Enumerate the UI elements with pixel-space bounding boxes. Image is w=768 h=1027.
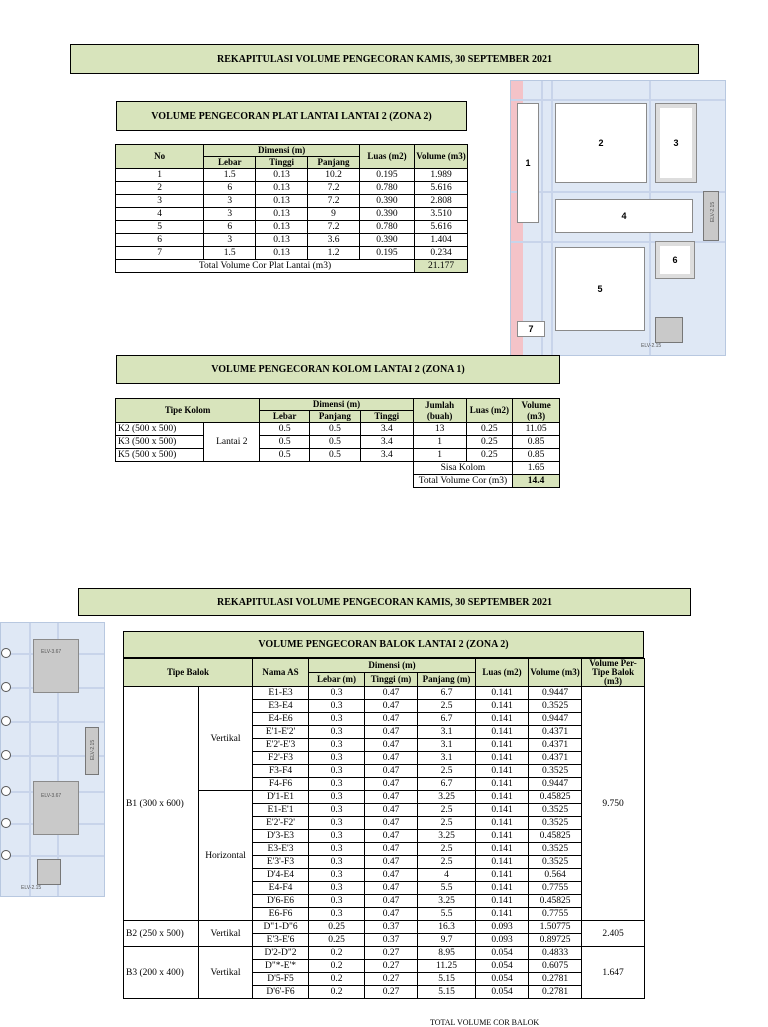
plat-tinggi: 0.13 <box>256 169 308 182</box>
plat-lebar: 1.5 <box>204 247 256 260</box>
table-row <box>116 260 468 273</box>
balok-nama: E'2'-E'3 <box>253 739 309 752</box>
balok-panjang: 2.5 <box>418 856 476 869</box>
balok-tinggi: 0.47 <box>365 752 418 765</box>
balok-arah: Horizontal <box>199 791 253 921</box>
balok-nama: E4-E6 <box>253 713 309 726</box>
plat-volume: 0.234 <box>415 247 468 260</box>
col-tipe-balok: Tipe Balok <box>124 659 253 687</box>
col-dimensi-balok: Dimensi (m) <box>309 659 476 673</box>
balok-nama: D'4-E4 <box>253 869 309 882</box>
balok-lebar: 0.3 <box>309 856 365 869</box>
col-luas-kolom: Luas (m2) <box>466 399 513 423</box>
plat-luas: 0.390 <box>359 234 414 247</box>
plat-table <box>115 144 468 273</box>
table-row <box>116 449 560 462</box>
table-row <box>124 791 645 804</box>
balok-luas: 0.141 <box>476 882 529 895</box>
plat-volume: 3.510 <box>415 208 468 221</box>
balok-panjang: 5.5 <box>418 908 476 921</box>
plat-tinggi: 0.13 <box>256 221 308 234</box>
table-row <box>124 687 645 700</box>
plat-no: 6 <box>116 234 204 247</box>
kolom-luas: 0.25 <box>466 423 513 436</box>
plat-tinggi: 0.13 <box>256 195 308 208</box>
balok-panjang: 2.5 <box>418 843 476 856</box>
balok-volume: 0.3525 <box>529 765 582 778</box>
balok-panjang: 5.5 <box>418 882 476 895</box>
plan-room-3: 3 <box>655 103 697 183</box>
table-row <box>116 208 468 221</box>
kolom-total-value: 14.4 <box>513 475 560 488</box>
kolom-panjang: 0.5 <box>310 449 361 462</box>
plat-volume: 1.404 <box>415 234 468 247</box>
balok-nama: E'1-E'2' <box>253 726 309 739</box>
balok-lebar: 0.2 <box>309 973 365 986</box>
balok-panjang: 6.7 <box>418 713 476 726</box>
balok-luas: 0.141 <box>476 687 529 700</box>
kolom-jumlah: 1 <box>413 449 466 462</box>
balok-nama: E1-E'1 <box>253 804 309 817</box>
kolom-tipe: K2 (500 x 500) <box>116 423 204 436</box>
balok-tinggi: 0.47 <box>365 869 418 882</box>
balok-panjang: 3.25 <box>418 830 476 843</box>
balok-panjang: 5.15 <box>418 973 476 986</box>
plat-panjang: 10.2 <box>308 169 360 182</box>
balok-luas: 0.141 <box>476 778 529 791</box>
table-row <box>116 423 560 436</box>
kolom-tinggi: 3.4 <box>360 423 413 436</box>
balok-lebar: 0.3 <box>309 830 365 843</box>
plat-no: 3 <box>116 195 204 208</box>
balok-arah: Vertikal <box>199 687 253 791</box>
balok-lebar: 0.3 <box>309 817 365 830</box>
balok-panjang: 6.7 <box>418 687 476 700</box>
col-nama-as: Nama AS <box>253 659 309 687</box>
balok-lebar: 0.3 <box>309 778 365 791</box>
balok-nama: E'3'-F3 <box>253 856 309 869</box>
plat-panjang: 9 <box>308 208 360 221</box>
balok-panjang: 2.5 <box>418 765 476 778</box>
plan2-lift-2 <box>33 781 79 835</box>
balok-tinggi: 0.47 <box>365 791 418 804</box>
balok-luas: 0.093 <box>476 921 529 934</box>
kolom-volume: 0.85 <box>513 436 560 449</box>
plat-lebar: 3 <box>204 195 256 208</box>
plan-elv-label: ELV-2.15 <box>710 201 717 223</box>
balok-luas: 0.093 <box>476 934 529 947</box>
kolom-lebar: 0.5 <box>260 449 310 462</box>
balok-panjang: 16.3 <box>418 921 476 934</box>
plat-tinggi: 0.13 <box>256 208 308 221</box>
balok-lebar: 0.3 <box>309 843 365 856</box>
plat-luas: 0.390 <box>359 208 414 221</box>
col-luas: Luas (m2) <box>359 145 414 169</box>
col-lebar-balok: Lebar (m) <box>309 673 365 687</box>
balok-lebar: 0.25 <box>309 934 365 947</box>
kolom-lantai: Lantai 2 <box>204 423 260 462</box>
balok-volume: 0.7755 <box>529 882 582 895</box>
balok-lebar: 0.3 <box>309 908 365 921</box>
balok-nama: E4-F4 <box>253 882 309 895</box>
balok-volume: 0.9447 <box>529 778 582 791</box>
balok-volume: 0.45825 <box>529 791 582 804</box>
plat-lebar: 3 <box>204 234 256 247</box>
col-panjang: Panjang <box>308 157 360 169</box>
balok-lebar: 0.3 <box>309 739 365 752</box>
balok-panjang: 3.25 <box>418 895 476 908</box>
balok-tinggi: 0.47 <box>365 778 418 791</box>
balok-volume: 0.4371 <box>529 726 582 739</box>
kolom-luas: 0.25 <box>466 449 513 462</box>
balok-nama: E3-E4 <box>253 700 309 713</box>
balok-nama: D'6-E6 <box>253 895 309 908</box>
balok-luas: 0.141 <box>476 700 529 713</box>
balok-volume: 0.3525 <box>529 856 582 869</box>
balok-tinggi: 0.47 <box>365 830 418 843</box>
col-jumlah: Jumlah (buah) <box>413 399 466 423</box>
table-row <box>116 475 560 488</box>
balok-nama: D"*-E'* <box>253 960 309 973</box>
table-row <box>116 195 468 208</box>
balok-volume: 0.89725 <box>529 934 582 947</box>
plat-volume: 1.989 <box>415 169 468 182</box>
balok-luas: 0.141 <box>476 739 529 752</box>
plat-no: 4 <box>116 208 204 221</box>
plat-no: 5 <box>116 221 204 234</box>
plan-room-2: 2 <box>555 103 647 183</box>
balok-luas: 0.141 <box>476 765 529 778</box>
balok-volume: 0.6075 <box>529 960 582 973</box>
kolom-volume: 11.05 <box>513 423 560 436</box>
balok-tinggi: 0.27 <box>365 960 418 973</box>
balok-luas: 0.141 <box>476 843 529 856</box>
balok-nama: E3-E'3 <box>253 843 309 856</box>
kolom-luas: 0.25 <box>466 436 513 449</box>
plat-panjang: 3.6 <box>308 234 360 247</box>
balok-nama: E'2'-F2' <box>253 817 309 830</box>
balok-panjang: 9.7 <box>418 934 476 947</box>
balok-lebar: 0.3 <box>309 895 365 908</box>
balok-panjang: 2.5 <box>418 700 476 713</box>
balok-lebar: 0.2 <box>309 947 365 960</box>
table-row <box>124 921 645 934</box>
balok-nama: D'1-E1 <box>253 791 309 804</box>
balok-tinggi: 0.47 <box>365 739 418 752</box>
balok-bottom-cut-label: TOTAL VOLUME COR BALOK <box>430 1018 540 1027</box>
table-row <box>116 182 468 195</box>
balok-luas: 0.054 <box>476 973 529 986</box>
plan-room-1: 1 <box>517 103 539 223</box>
plan2-label-2: ELV-3.67 <box>41 793 62 799</box>
balok-tinggi: 0.47 <box>365 817 418 830</box>
balok-arah: Vertikal <box>199 947 253 999</box>
plat-tinggi: 0.13 <box>256 234 308 247</box>
balok-nama: D'6'-F6 <box>253 986 309 999</box>
balok-panjang: 3.25 <box>418 791 476 804</box>
table-row <box>124 947 645 960</box>
plan2-lift-1 <box>33 639 79 693</box>
plan-bottom-label: ELV-2.15 <box>641 343 662 349</box>
balok-volume: 0.3525 <box>529 843 582 856</box>
balok-luas: 0.141 <box>476 908 529 921</box>
balok-volume: 0.3525 <box>529 700 582 713</box>
table-row <box>116 247 468 260</box>
balok-tinggi: 0.37 <box>365 921 418 934</box>
balok-tinggi: 0.47 <box>365 843 418 856</box>
balok-lebar: 0.3 <box>309 882 365 895</box>
kolom-tinggi: 3.4 <box>360 449 413 462</box>
plat-panjang: 1.2 <box>308 247 360 260</box>
balok-luas: 0.141 <box>476 817 529 830</box>
balok-tinggi: 0.47 <box>365 726 418 739</box>
balok-nama: D'2-D"2 <box>253 947 309 960</box>
balok-panjang: 4 <box>418 869 476 882</box>
plan-room-6: 6 <box>655 241 695 279</box>
balok-volume: 0.3525 <box>529 817 582 830</box>
col-volume-balok: Volume (m3) <box>529 659 582 687</box>
plat-total-value: 21.177 <box>415 260 468 273</box>
balok-lebar: 0.25 <box>309 921 365 934</box>
balok-volume: 0.4833 <box>529 947 582 960</box>
balok-lebar: 0.2 <box>309 986 365 999</box>
balok-luas: 0.141 <box>476 895 529 908</box>
balok-luas: 0.054 <box>476 986 529 999</box>
table-row <box>116 221 468 234</box>
balok-nama: F2'-F3 <box>253 752 309 765</box>
balok-tinggi: 0.47 <box>365 882 418 895</box>
plan-bottom-block <box>655 317 683 343</box>
balok-volume: 0.564 <box>529 869 582 882</box>
balok-luas: 0.141 <box>476 856 529 869</box>
col-panjang-kolom: Panjang <box>310 411 361 423</box>
balok-tinggi: 0.47 <box>365 713 418 726</box>
balok-lebar: 0.3 <box>309 700 365 713</box>
plat-panjang: 7.2 <box>308 182 360 195</box>
col-volume-per-tipe: Volume Per-Tipe Balok (m3) <box>582 659 645 687</box>
kolom-lebar: 0.5 <box>260 423 310 436</box>
balok-panjang: 3.1 <box>418 739 476 752</box>
balok-lebar: 0.2 <box>309 960 365 973</box>
kolom-total-label: Total Volume Cor (m3) <box>413 475 513 488</box>
balok-volume: 0.2781 <box>529 986 582 999</box>
col-no: No <box>116 145 204 169</box>
balok-volume: 0.45825 <box>529 830 582 843</box>
balok-tinggi: 0.47 <box>365 700 418 713</box>
balok-tinggi: 0.47 <box>365 687 418 700</box>
plan2-label-4: ELV-2.15 <box>21 885 42 891</box>
kolom-title: VOLUME PENGECORAN KOLOM LANTAI 2 (ZONA 1) <box>116 355 560 384</box>
balok-luas: 0.141 <box>476 713 529 726</box>
balok-luas: 0.141 <box>476 869 529 882</box>
kolom-volume: 0.85 <box>513 449 560 462</box>
recap-header-1: REKAPITULASI VOLUME PENGECORAN KAMIS, 30 SEPTEMBER 2021 <box>70 44 699 74</box>
balok-luas: 0.141 <box>476 804 529 817</box>
floor-plan-zona-2 <box>510 80 726 356</box>
balok-nama: D'3-E3 <box>253 830 309 843</box>
balok-tinggi: 0.47 <box>365 856 418 869</box>
balok-tinggi: 0.27 <box>365 973 418 986</box>
balok-tinggi: 0.37 <box>365 934 418 947</box>
plat-total-label: Total Volume Cor Plat Lantai (m3) <box>116 260 415 273</box>
plat-title: VOLUME PENGECORAN PLAT LANTAI LANTAI 2 (ZONA 2) <box>116 101 467 131</box>
plat-panjang: 7.2 <box>308 195 360 208</box>
balok-nama: E'3-E'6 <box>253 934 309 947</box>
balok-panjang: 2.5 <box>418 804 476 817</box>
balok-tinggi: 0.47 <box>365 804 418 817</box>
kolom-table <box>115 398 560 488</box>
col-dimensi: Dimensi (m) <box>204 145 360 157</box>
kolom-jumlah: 13 <box>413 423 466 436</box>
balok-per-tipe: 1.647 <box>582 947 645 999</box>
balok-tinggi: 0.47 <box>365 765 418 778</box>
balok-lebar: 0.3 <box>309 713 365 726</box>
balok-panjang: 11.25 <box>418 960 476 973</box>
plat-luas: 0.195 <box>359 247 414 260</box>
balok-volume: 0.4371 <box>529 752 582 765</box>
kolom-panjang: 0.5 <box>310 436 361 449</box>
kolom-panjang: 0.5 <box>310 423 361 436</box>
balok-nama: F3-F4 <box>253 765 309 778</box>
balok-arah: Vertikal <box>199 921 253 947</box>
balok-per-tipe: 2.405 <box>582 921 645 947</box>
plat-no: 7 <box>116 247 204 260</box>
plan-room-5: 5 <box>555 247 645 331</box>
balok-nama: E6-F6 <box>253 908 309 921</box>
balok-luas: 0.141 <box>476 752 529 765</box>
balok-per-tipe: 9.750 <box>582 687 645 921</box>
kolom-tinggi: 3.4 <box>360 436 413 449</box>
col-dimensi-kolom: Dimensi (m) <box>260 399 413 411</box>
plan2-bottom-block <box>37 859 61 885</box>
balok-tipe: B3 (200 x 400) <box>124 947 199 999</box>
plat-lebar: 6 <box>204 221 256 234</box>
kolom-tipe: K3 (500 x 500) <box>116 436 204 449</box>
kolom-sisa-value: 1.65 <box>513 462 560 475</box>
kolom-lebar: 0.5 <box>260 436 310 449</box>
plat-panjang: 7.2 <box>308 221 360 234</box>
col-tinggi-kolom: Tinggi <box>360 411 413 423</box>
plan-room-4: 4 <box>555 199 693 233</box>
col-tinggi-balok: Tinggi (m) <box>365 673 418 687</box>
balok-lebar: 0.3 <box>309 804 365 817</box>
recap-header-2: REKAPITULASI VOLUME PENGECORAN KAMIS, 30 SEPTEMBER 2021 <box>78 588 691 616</box>
balok-lebar: 0.3 <box>309 869 365 882</box>
balok-luas: 0.054 <box>476 960 529 973</box>
col-panjang-balok: Panjang (m) <box>418 673 476 687</box>
balok-lebar: 0.3 <box>309 765 365 778</box>
plat-luas: 0.390 <box>359 195 414 208</box>
col-luas-balok: Luas (m2) <box>476 659 529 687</box>
balok-volume: 0.45825 <box>529 895 582 908</box>
balok-volume: 0.4371 <box>529 739 582 752</box>
col-lebar-kolom: Lebar <box>260 411 310 423</box>
balok-volume: 0.9447 <box>529 687 582 700</box>
balok-lebar: 0.3 <box>309 687 365 700</box>
kolom-jumlah: 1 <box>413 436 466 449</box>
balok-tinggi: 0.27 <box>365 986 418 999</box>
plat-volume: 5.616 <box>415 221 468 234</box>
balok-table <box>123 658 645 999</box>
floor-plan-balok <box>0 622 105 897</box>
balok-panjang: 2.5 <box>418 817 476 830</box>
plat-luas: 0.780 <box>359 182 414 195</box>
col-volume: Volume (m3) <box>415 145 468 169</box>
plat-luas: 0.195 <box>359 169 414 182</box>
plat-no: 2 <box>116 182 204 195</box>
balok-volume: 0.7755 <box>529 908 582 921</box>
col-tinggi: Tinggi <box>256 157 308 169</box>
balok-volume: 1.50775 <box>529 921 582 934</box>
plat-luas: 0.780 <box>359 221 414 234</box>
table-row <box>116 462 560 475</box>
plat-volume: 5.616 <box>415 182 468 195</box>
balok-nama: F4-F6 <box>253 778 309 791</box>
col-volume-kolom: Volume (m3) <box>513 399 560 423</box>
balok-volume: 0.3525 <box>529 804 582 817</box>
balok-tinggi: 0.47 <box>365 895 418 908</box>
plat-lebar: 6 <box>204 182 256 195</box>
balok-luas: 0.141 <box>476 830 529 843</box>
balok-panjang: 3.1 <box>418 752 476 765</box>
table-row <box>116 169 468 182</box>
balok-luas: 0.054 <box>476 947 529 960</box>
balok-nama: D"1-D"6 <box>253 921 309 934</box>
balok-luas: 0.141 <box>476 791 529 804</box>
plat-tinggi: 0.13 <box>256 247 308 260</box>
plat-lebar: 3 <box>204 208 256 221</box>
balok-lebar: 0.3 <box>309 752 365 765</box>
balok-tinggi: 0.27 <box>365 947 418 960</box>
table-row <box>116 234 468 247</box>
plan2-label-3: ELV-2.15 <box>90 739 97 761</box>
kolom-sisa-label: Sisa Kolom <box>413 462 513 475</box>
balok-panjang: 5.15 <box>418 986 476 999</box>
balok-nama: D'5-F5 <box>253 973 309 986</box>
plat-tinggi: 0.13 <box>256 182 308 195</box>
plat-no: 1 <box>116 169 204 182</box>
balok-tipe: B1 (300 x 600) <box>124 687 199 921</box>
plat-volume: 2.808 <box>415 195 468 208</box>
balok-lebar: 0.3 <box>309 726 365 739</box>
col-tipe-kolom: Tipe Kolom <box>116 399 260 423</box>
balok-nama: E1-E3 <box>253 687 309 700</box>
balok-luas: 0.141 <box>476 726 529 739</box>
table-row <box>116 436 560 449</box>
balok-panjang: 8.95 <box>418 947 476 960</box>
plat-lebar: 1.5 <box>204 169 256 182</box>
col-lebar: Lebar <box>204 157 256 169</box>
balok-lebar: 0.3 <box>309 791 365 804</box>
plan2-label-1: ELV-3.67 <box>41 649 62 655</box>
balok-volume: 0.9447 <box>529 713 582 726</box>
balok-title: VOLUME PENGECORAN BALOK LANTAI 2 (ZONA 2) <box>123 631 644 658</box>
balok-tipe: B2 (250 x 500) <box>124 921 199 947</box>
plan-room-7: 7 <box>517 321 545 337</box>
balok-tinggi: 0.47 <box>365 908 418 921</box>
balok-volume: 0.2781 <box>529 973 582 986</box>
balok-panjang: 6.7 <box>418 778 476 791</box>
balok-panjang: 3.1 <box>418 726 476 739</box>
kolom-tipe: K5 (500 x 500) <box>116 449 204 462</box>
